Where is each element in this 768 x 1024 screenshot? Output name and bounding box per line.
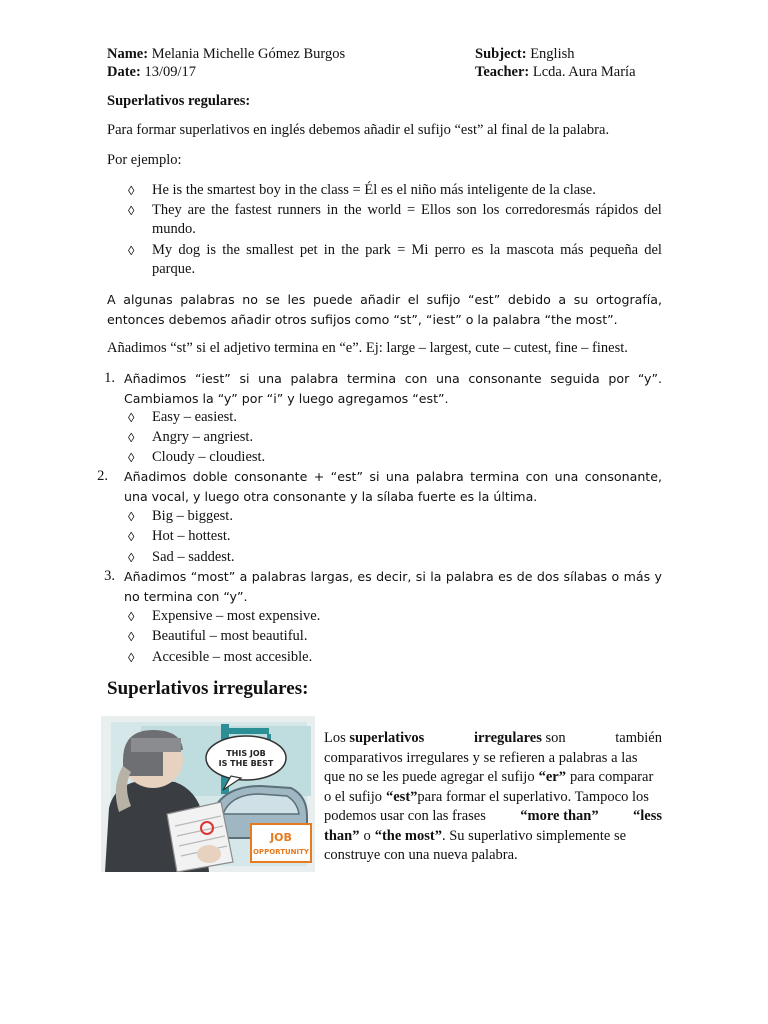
section-title-regulares: Superlativos regulares: (107, 93, 251, 109)
teacher-field (475, 63, 636, 82)
paragraph-line (324, 788, 662, 808)
text-run: . Su superlativo simplemente se (441, 827, 627, 844)
sign-text-line1: JOB (270, 831, 292, 844)
bubble-text-line2: IS THE BEST (218, 759, 274, 768)
intro-text: Para formar superlativos en inglés debemos añadir el sufijo “est” al final de la palabra. (107, 122, 610, 138)
paragraph-line (324, 807, 662, 827)
diamond-bullet-icon: ◊ (128, 529, 135, 544)
rule-text: Añadimos “iest” si una palabra termina con una consonante seguida por “y”. Cambiamos la “y” por “i” y luego agregamos “est”. (124, 371, 662, 406)
teacher-value: Lcda. Aura María (532, 64, 636, 80)
paragraph-line (324, 846, 662, 866)
sign-text-line2: OPPORTUNITY (252, 848, 310, 856)
rule-text: Añadimos doble consonante + “est” si una palabra termina con una consonante, una vocal, y luego otra consonante y la sílaba fuerte es la última. (124, 469, 662, 504)
bold-run: than” (324, 827, 360, 844)
rule-example: Angry – angriest. (152, 429, 254, 445)
example-item: My dog is the smallest pet in the park = Mi perro es la mascota más pequeña del (152, 242, 662, 258)
rule-example: Big – biggest. (152, 508, 233, 524)
date-value: 13/09/17 (144, 64, 197, 80)
example-label: Por ejemplo: (107, 152, 182, 168)
name-value: Melania Michelle Gómez Burgos (151, 46, 346, 62)
rule-number: 2. (97, 468, 108, 484)
name-label: Name: (107, 46, 149, 62)
diamond-bullet-icon: ◊ (128, 609, 135, 624)
paragraph-line (324, 729, 662, 749)
irregular-paragraph (324, 729, 662, 866)
teacher-label: Teacher: (475, 64, 530, 80)
example-item-continued: mundo. (152, 221, 196, 237)
diamond-bullet-icon: ◊ (128, 650, 135, 665)
diamond-bullet-icon: ◊ (128, 629, 135, 644)
text-run: también (615, 730, 662, 746)
example-item: He is the smartest boy in the class = Él es el niño más inteligente de la clase. (152, 182, 596, 198)
text-run: son (545, 730, 566, 746)
paragraph-line (324, 827, 662, 847)
rule-example: Sad – saddest. (152, 549, 235, 565)
bold-run: irregulares (473, 730, 542, 746)
text-run: Los (324, 730, 346, 746)
name-field (107, 45, 345, 64)
bold-run: superlativos (349, 730, 425, 746)
subject-label: Subject: (475, 46, 527, 62)
rule-example: Beautiful – most beautiful. (152, 628, 308, 644)
diamond-bullet-icon: ◊ (128, 509, 135, 524)
diamond-bullet-icon: ◊ (128, 243, 135, 258)
text-run: para formar el superlativo. Tampoco los (417, 788, 649, 805)
example-item: They are the fastest runners in the world = Ellos son los corredoresmás rápidos del (152, 202, 662, 218)
rule-number: 3. (104, 568, 115, 584)
rule-example: Accesible – most accesible. (152, 649, 313, 665)
rule-example: Cloudy – cloudiest. (152, 449, 266, 465)
bold-run: “the most” (374, 827, 442, 844)
text-run: podemos usar con las frases (324, 808, 486, 824)
bubble-text-line1: THIS JOB (226, 749, 266, 758)
subject-field (475, 45, 575, 64)
diamond-bullet-icon: ◊ (128, 410, 135, 425)
bold-run: “less (633, 808, 662, 824)
rule-example: Easy – easiest. (152, 409, 237, 425)
diamond-bullet-icon: ◊ (128, 203, 135, 218)
text-run: o el sufijo (324, 788, 382, 805)
subject-value: English (530, 46, 575, 62)
bold-run: “er” (538, 769, 566, 785)
rule-number: 1. (104, 370, 115, 386)
rule-example: Expensive – most expensive. (152, 608, 321, 624)
job-opportunity-illustration (101, 716, 315, 872)
rule-example: Hot – hottest. (152, 528, 231, 544)
text-run: construye con una nueva palabra. (324, 847, 518, 863)
st-rule-paragraph: Añadimos “st” si el adjetivo termina en “e”. Ej: large – largest, cute – cutest, fine – finest. (107, 340, 628, 356)
bold-run: “est” (386, 788, 418, 805)
bold-run: “more than” (520, 808, 599, 824)
text-run: que no se les puede agregar el sufijo (324, 769, 535, 785)
spelling-paragraph: A algunas palabras no se les puede añadir el sufijo “est” debido a su ortografía, entonces debemos añadir otros sufijos como “st”, “iest” o la palabra “the most”. (107, 292, 662, 327)
text-run: comparativos irregulares y se refieren a palabras a las (324, 749, 638, 766)
diamond-bullet-icon: ◊ (128, 430, 135, 445)
paragraph-line (324, 768, 662, 788)
example-item-continued: parque. (152, 261, 196, 277)
date-field (107, 63, 196, 82)
date-label: Date: (107, 64, 141, 80)
paragraph-line (324, 749, 662, 769)
text-run: o (363, 827, 371, 844)
diamond-bullet-icon: ◊ (128, 450, 135, 465)
diamond-bullet-icon: ◊ (128, 183, 135, 198)
rule-text: Añadimos “most” a palabras largas, es decir, si la palabra es de dos sílabas o más y no termina con “y”. (124, 569, 662, 604)
section-title-irregulares: Superlativos irregulares: (107, 678, 309, 699)
diamond-bullet-icon: ◊ (128, 550, 135, 565)
text-run: para comparar (569, 769, 654, 785)
